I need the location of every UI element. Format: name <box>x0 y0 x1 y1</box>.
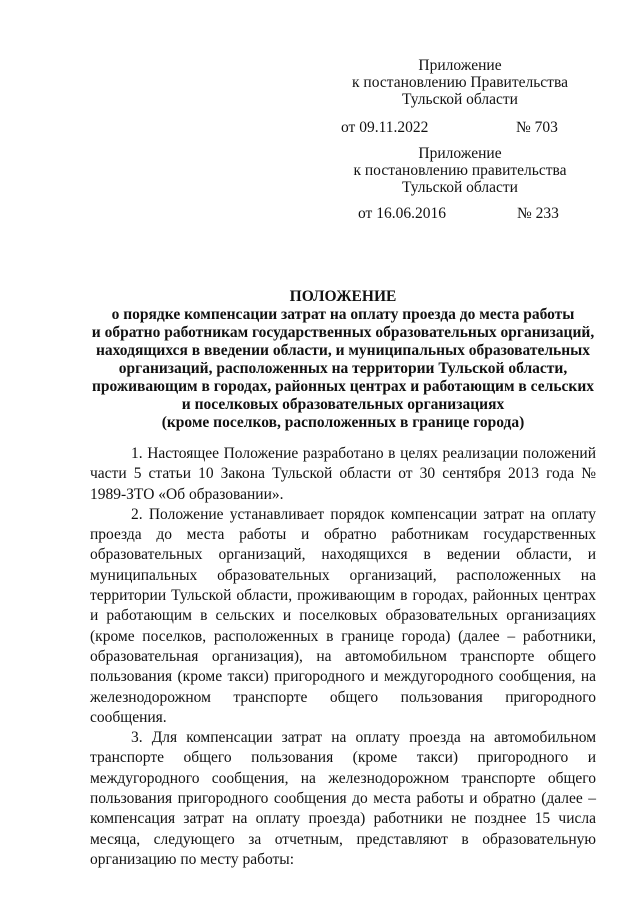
paragraph-1: 1. Настоящее Положение разработано в целях реализации положений части 5 статьи 10 Закона Тульской области от 30 сентября 2013 года № 1989-ЗТО «Об образовании». <box>90 445 596 503</box>
appendix-2-number: № 233 <box>517 205 559 222</box>
appendix-header-1 <box>330 57 590 108</box>
paragraph-2: 2. Положение устанавливает порядок компенсации затрат на оплату проезда до места работы и обратно работникам государственных образовательных организаций, находящихся в ведении области, и муниципальных образовательных организаций, расположенных на территории Тульской области, проживающим в городах, районных центрах и работающим в сельских и поселковых образовательных организациях (кроме поселков, расположенных в границе города) (далее – работники, образовательная организация), на автомобильном транспорте общего пользования (кроме такси) пригородного и междугородного сообщения, на железнодорожном транспорте общего пользования пригородного сообщения. <box>90 505 596 726</box>
document-body <box>90 444 596 870</box>
appendix-1-number: № 703 <box>516 119 558 136</box>
appendix-1-date: от 09.11.2022 <box>341 119 429 136</box>
appendix-label: Приложение <box>418 145 502 162</box>
appendix-region: Тульской области <box>402 91 518 108</box>
title-line: (кроме поселков, расположенных в границе города) <box>161 414 525 431</box>
title-line: и поселковых образовательных организациях <box>181 396 505 413</box>
document-title <box>60 288 626 432</box>
title-line: организаций, расположенных на территории Тульской области, <box>118 360 568 377</box>
paragraph-3: 3. Для компенсации затрат на оплату проезда на автомобильном транспорте общего пользования (кроме такси) пригородного и междугородного сообщения, на железнодорожном транспорте общего пользования пригородного сообщения до места работы и обратно (далее – компенсация затрат на оплату проезда) работники не позднее 15 числа месяца, следующего за отчетным, представляют в образовательную организацию по месту работы: <box>90 729 596 868</box>
appendix-label: Приложение <box>418 57 502 74</box>
title-line: о порядке компенсации затрат на оплату проезда до места работы <box>111 306 575 323</box>
appendix-header-2 <box>330 145 590 196</box>
appendix-region: Тульской области <box>402 179 518 196</box>
title-line: находящихся в введении области, и муниципальных образовательных <box>95 342 591 359</box>
appendix-resolution-ref: к постановлению правительства <box>353 162 567 179</box>
appendix-resolution-ref: к постановлению Правительства <box>352 74 568 91</box>
title-line: проживающим в городах, районных центрах и работающим в сельских <box>91 378 595 395</box>
appendix-2-date: от 16.06.2016 <box>358 205 446 222</box>
title-line: и обратно работникам государственных образовательных организаций, <box>91 324 595 341</box>
title-heading: ПОЛОЖЕНИЕ <box>289 288 397 305</box>
